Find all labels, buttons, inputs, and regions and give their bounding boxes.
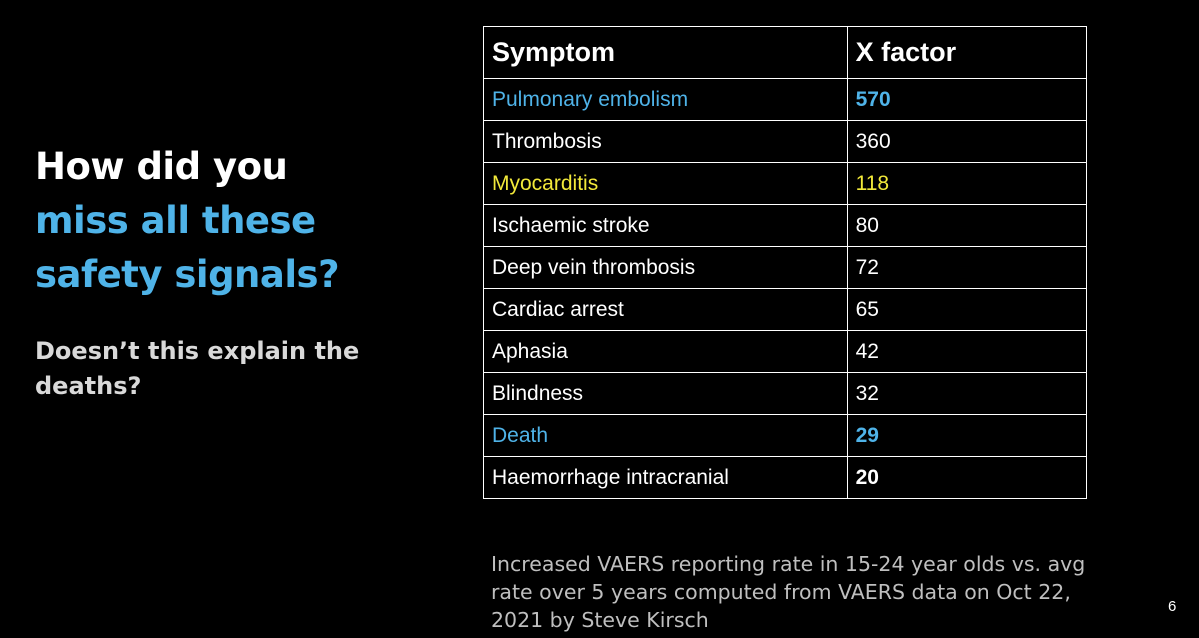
symptom-cell: Thrombosis (484, 121, 848, 163)
table-row (484, 163, 1087, 205)
symptom-cell: Blindness (484, 373, 848, 415)
headline-line-3: safety signals? (35, 253, 340, 296)
symptom-cell: Ischaemic stroke (484, 205, 848, 247)
symptom-cell: Pulmonary embolism (484, 79, 848, 121)
x-factor-cell: 80 (847, 205, 1086, 247)
table-row (484, 415, 1087, 457)
symptom-table (483, 26, 1087, 499)
page-number: 6 (1168, 598, 1177, 615)
table-row (484, 331, 1087, 373)
x-factor-cell: 42 (847, 331, 1086, 373)
table-header-row (484, 27, 1087, 79)
x-factor-cell: 360 (847, 121, 1086, 163)
source-caption: Increased VAERS reporting rate in 15-24 year olds vs. avg rate over 5 years computed from VAERS data on Oct 22, 2021 by Steve Kirsch (491, 552, 1086, 632)
header-x-factor: X factor (847, 27, 1086, 79)
table-row (484, 205, 1087, 247)
x-factor-cell: 72 (847, 247, 1086, 289)
x-factor-cell: 32 (847, 373, 1086, 415)
symptom-cell: Aphasia (484, 331, 848, 373)
symptom-cell: Cardiac arrest (484, 289, 848, 331)
x-factor-cell: 570 (847, 79, 1086, 121)
table-row (484, 289, 1087, 331)
symptom-cell: Deep vein thrombosis (484, 247, 848, 289)
x-factor-cell: 29 (847, 415, 1086, 457)
headline-line-2: miss all these (35, 199, 316, 242)
x-factor-cell: 20 (847, 457, 1086, 499)
table-row (484, 121, 1087, 163)
table-row (484, 247, 1087, 289)
symptom-cell: Myocarditis (484, 163, 848, 205)
header-symptom: Symptom (484, 27, 848, 79)
slide-headline (35, 140, 455, 302)
slide-subhead: Doesn’t this explain the deaths? (35, 337, 360, 400)
x-factor-cell: 65 (847, 289, 1086, 331)
table-row (484, 373, 1087, 415)
symptom-cell: Death (484, 415, 848, 457)
x-factor-cell: 118 (847, 163, 1086, 205)
table-row (484, 79, 1087, 121)
table-row (484, 457, 1087, 499)
symptom-cell: Haemorrhage intracranial (484, 457, 848, 499)
headline-line-1: How did you (35, 145, 288, 188)
